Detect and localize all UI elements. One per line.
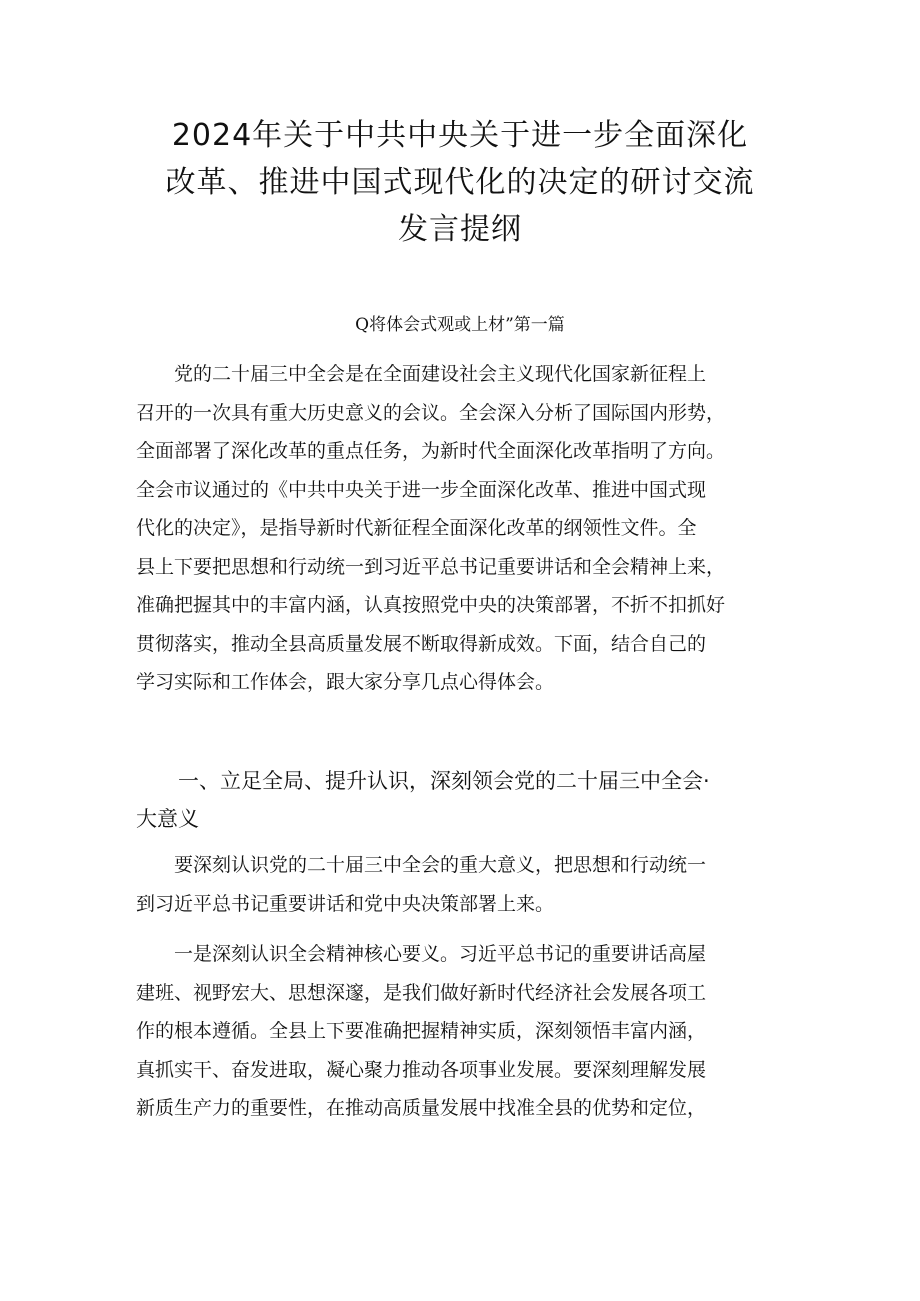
section-heading-1 [136, 762, 806, 838]
document-title [120, 112, 800, 253]
text-line: 贯彻落实，推动全县高质量发展不断取得新成效。下面，结合自己的 [136, 632, 707, 655]
paragraph-core-spirit [136, 935, 796, 1128]
title-line: 改革、推进中国式现代化的决定的研讨交流 [165, 165, 755, 200]
document-subtitle: Q将体会式观或上材”第一篇 [355, 315, 565, 335]
text-line: 到习近平总书记重要讲话和党中央决策部署上来。 [136, 892, 555, 915]
text-line: 一是深刻认识全会精神核心要义。习近平总书记的重要讲话高屋 [136, 943, 707, 965]
text-line: 要深刻认识党的二十届三中全会的重大意义，把思想和行动统一 [136, 854, 707, 876]
text-line: 县上下要把思想和行动统一到习近平总书记重要讲话和全会精神上来， [136, 555, 726, 578]
text-line: 全会市议通过的《中共中央关于进一步全面深化改革、推进中国式现 [136, 478, 707, 501]
heading-line: 大意义 [136, 807, 199, 831]
paragraph-intro [136, 355, 796, 702]
text-line: 真抓实干、奋发进取，凝心聚力推动各项事业发展。要深刻理解发展 [136, 1058, 707, 1081]
title-line: 发言提纲 [398, 212, 522, 247]
text-line: 准确把握其中的丰富内涵，认真按照党中央的决策部署，不折不扣抓好 [136, 594, 726, 616]
text-line: 全面部署了深化改革的重点任务，为新时代全面深化改革指明了方向。 [136, 440, 726, 462]
paragraph-significance [136, 846, 796, 923]
text-line: 建班、视野宏大、思想深邃，是我们做好新时代经济社会发展各项工 [136, 981, 707, 1004]
heading-line: 一、立足全局、提升认识，深刻领会党的二十届三中全会· [136, 769, 710, 793]
text-line: 学习实际和工作体会，跟大家分享几点心得体会。 [136, 671, 555, 693]
text-line: 党的二十届三中全会是在全面建设社会主义现代化国家新征程上 [136, 363, 707, 385]
text-line: 召开的一次具有重大历史意义的会议。全会深入分析了国际国内形势， [136, 401, 726, 424]
text-line: 代化的决定》，是指导新时代新征程全面深化改革的纲领性文件。全 [136, 517, 697, 539]
title-line: 2024年关于中共中央关于进一步全面深化 [171, 118, 749, 153]
text-line: 新质生产力的重要性，在推动高质量发展中找准全县的优势和定位， [136, 1097, 707, 1119]
text-line: 作的根本遵循。全县上下要准确把握精神实质，深刻领悟丰富内涵， [136, 1020, 707, 1042]
